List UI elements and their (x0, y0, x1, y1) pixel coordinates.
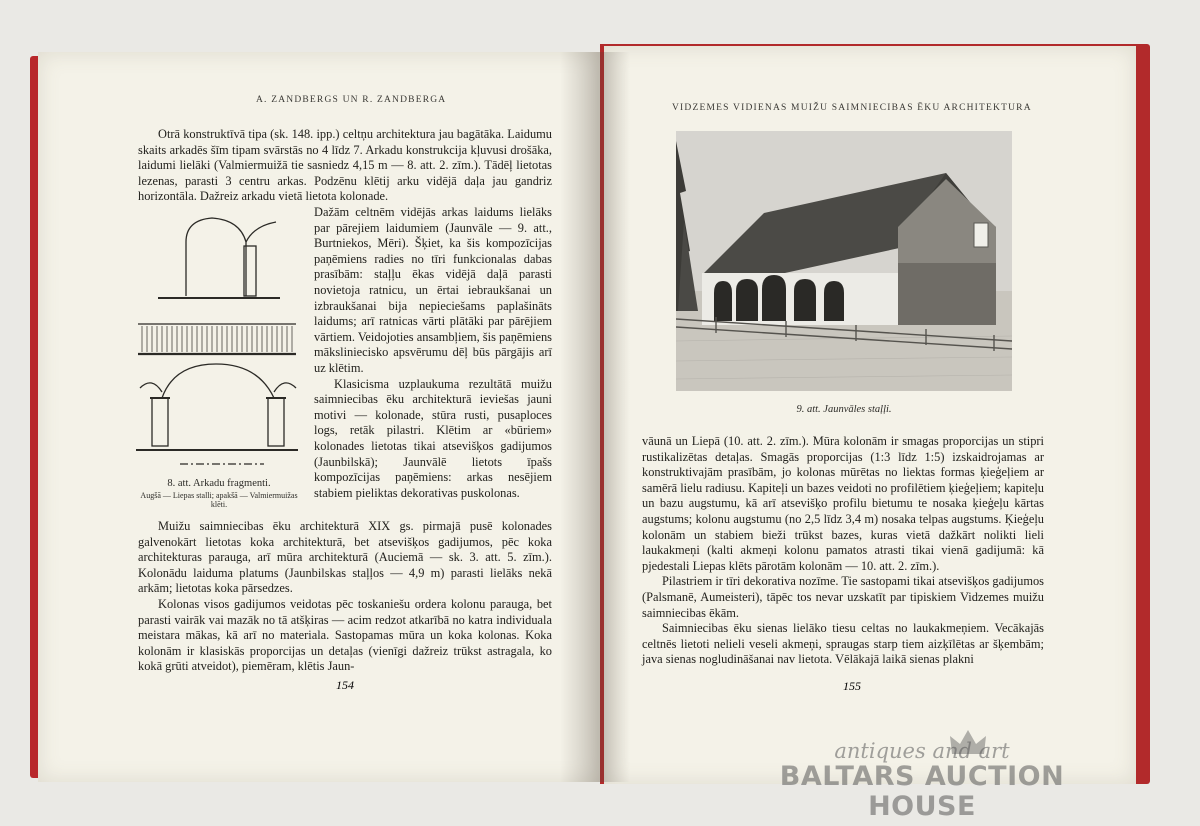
watermark-tagline: antiques and art (834, 739, 1010, 763)
watermark-brand: BALTARS AUCTION HOUSE (779, 761, 1065, 822)
left-intro-paragraph: Otrā konstruktīvā tipa (sk. 148. ipp.) celtņu architektura jau bagātāka. Laidumu skaits arkadēs šīm tipam svārstās no 4 līdz 7. Arkadu konstrukcija kļuvusi drošāka, laidumi lielāki (Valmiermuižā tie sasniedz 4,15 m — 8. att. 2. zīm.). Tādēļ lietotas lezenas, parasti 3 centru arkas. Podzēnu klētij arku vidējā daļa jau gandriz horizontāla. Dažreiz arkadu vietā lietota kolonade. (138, 127, 552, 204)
auction-house-watermark (722, 739, 1122, 822)
left-lower-text: Muižu saimniecibas ēku architekturā XIX gs. pirmajā pusē kolonades galvenokārt lietotas koka architekturā, bet atsevišķos gadijumos, pēc koka architekturas parauga, arī mūra architekturā (Auciemā — sk. 3. att. 5. zīm.). Kolonādu laiduma platums (Jaunbilskas staļļos — 4,9 m) parasti lielāks nekā arkām; lietotas koka pārsedzes. Kolonas visos gadijumos veidotas pēc toskaniešu ordera kolonu parauga, bet parasti vairāk vai mazāk no tā atšķiras — acim redzot atkarībā no katra individuala meistara mākas, kā arī no materiala. Sastopamas mūra un koka kolonas. Koka kolonām ir klasiskās proporcijas un detaļas (vienīgi dažreiz trūkst astragala, ko kokā grūti atveidot), piemēram, klētis Jaun- (138, 519, 552, 674)
right-running-head: VIDZEMES VIDIENAS MUIŽU SAIMNIECIBAS ĒKU ARCHITEKTURA (672, 103, 1032, 113)
figure-9-caption: 9. att. Jaunvāles staļļi. (796, 404, 892, 415)
arcade-fragments-figure (134, 212, 300, 474)
figure-8-caption (136, 478, 302, 509)
jaunvale-stables-photo (676, 131, 1012, 391)
right-page-text: vāunā un Liepā (10. att. 2. zīm.). Mūra kolonām ir smagas proporcijas un stipri rustikalizētas detaļas. Smagās proporcijas (1:3 līdz 1:5) izskaidrojamas ar konstruktivajām prasībām, jo kolonas mūrētas no liektas formas ķieģeļiem ar samērā lielu radiusu. Kapiteļi un bazes veidoti no profilētiem ķieģeļiem; kapiteļu un bazu augstumu, kā arī atsevišķo profilu bietumu te nosaka ķieģeļu kārtas augstums; kolonu augstumu (no 2,5 līdz 3,4 m) nosaka telpas augstums. Ķieģeļu kolonām un stabiem bieži trūkst bazes, kuras vietā dažkārt nolikti lieli laukakmeņi (kalti akmeņi kolonu pamatos atrasti tikai vienā gadijumā: kā pjedestali Liepas klēts pārotām kolonām — 10. att. 2. zīm.). Pilastriem ir tīri dekorativa nozīme. Tie sastopami tikai atsevišķos gadijumos (Palsmanē, Aumeisteri), tāpēc tos nevar uzskatīt par tipiskiem Vidzemes muižu saimniecibas ēkām. Saimniecibas ēku sienas lielāko tiesu celtas no laukakmeņiem. Vecākajās celtnēs lietoti nelieli veseli akmeņi, spraugas starp tiem aizķīlētas ar šķembām; java sienas nogludināšanai nav lietota. Vēlākajā laikā sienas plakni (642, 434, 1044, 667)
left-running-head: A. ZANDBERGS UN R. ZANDBERGA (256, 95, 447, 105)
left-page-number: 154 (336, 678, 354, 692)
figure-8-subcaption: Augšā — Liepas stalli; apakšā — Valmiermuižas klēti. (140, 491, 298, 509)
right-page-number: 155 (843, 679, 861, 693)
left-column-text: Dažām celtnēm vidējās arkas laidums lielāks par pārejiem laidumiem (Jaunvāle — 9. att., Burtniekos, Mēri). Šķiet, ka šis kompozīcijas paņēmiens radies no tīri funkcionalas dabas prasībām: staļļu ēkas vidējā daļā parasti novietoja ratnicu, un ērtai iebraukšanai un izbraukšanai bija nepieciešams paplašināts laidums; arī ratnicas vārti plātāki par pārējiem vārtiem. Veidojoties ansambļiem, šis paņēmiens mākslinieciskо apsvērumu dēļ būs pārgājis arī uz klētim. Klasicisma uzplaukuma rezultātā muižu saimniecibas ēku architekturā ieviešas jauni motivi — kolonade, stūra rusti, pusaploces logs, retāk pilastri. Klētim ar «būriem» kolonades lietotas tikai atsevišķos gadijumos (Jaunbilskā); Jaunvālē lietots īpašs kompozīcijas paņēmiens: arkas nesējiem stabiem pieliktas dekorativas puskolonas. (314, 205, 552, 500)
figure-8-caption-title: 8. att. Arkadu fragmenti. (167, 478, 271, 489)
